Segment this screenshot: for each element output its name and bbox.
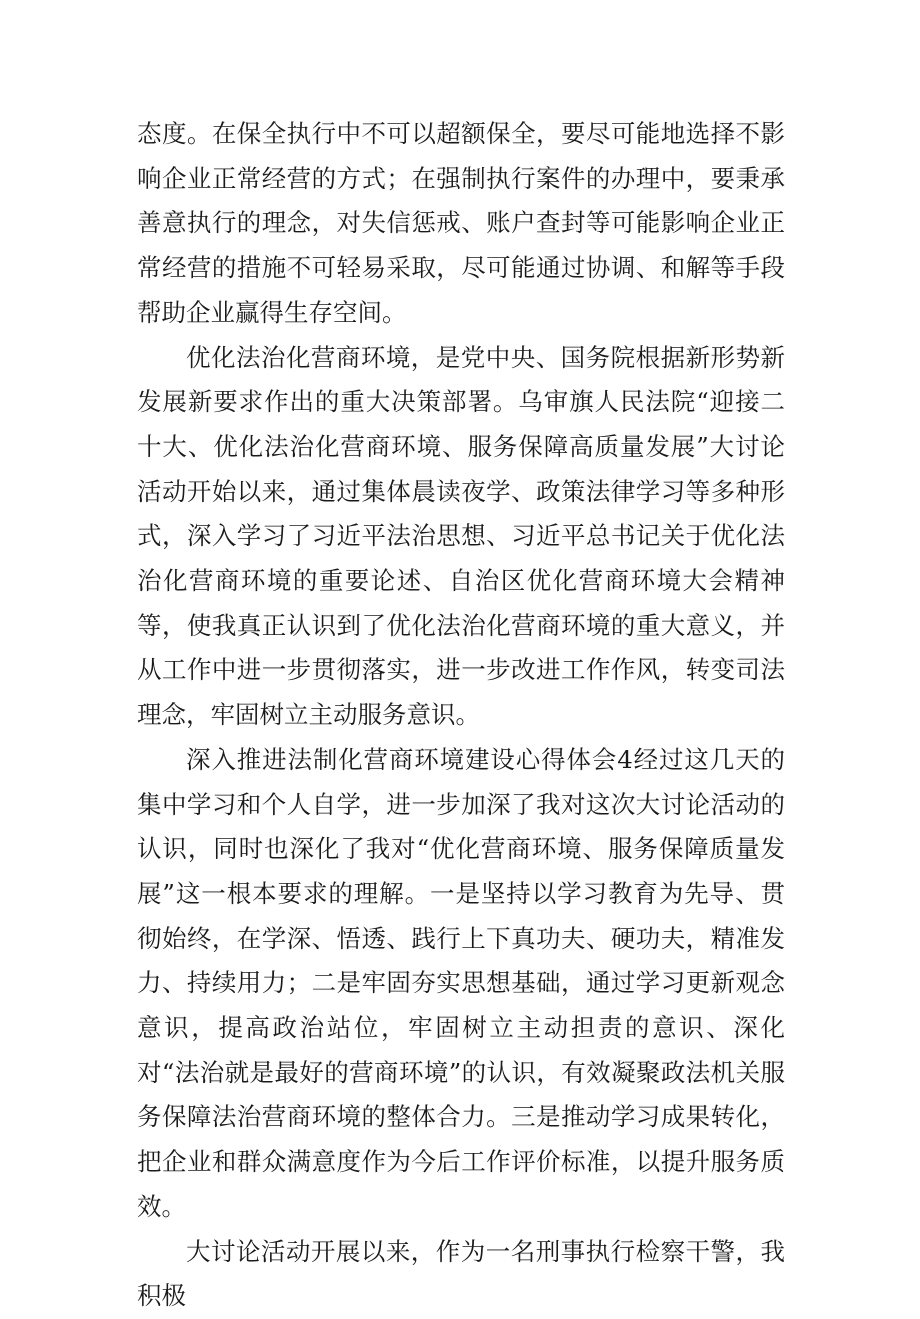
document-body <box>137 112 785 1319</box>
paragraph-2: 优化法治化营商环境，是党中央、国务院根据新形势新发展新要求作出的重大决策部署。乌审旗人民法院“迎接二十大、优化法治化营商环境、服务保障高质量发展”大讨论活动开始以来，通过集体晨读夜学、政策法律学习等多种形式，深入学习了习近平法治思想、习近平总书记关于优化法治化营商环境的重要论述、自治区优化营商环境大会精神等，使我真正认识到了优化法治化营商环境的重大意义，并从工作中进一步贯彻落实，进一步改进工作作风，转变司法理念，牢固树立主动服务意识。 <box>137 342 785 730</box>
paragraph-4: 大讨论活动开展以来，作为一名刑事执行检察干警，我积极 <box>137 1236 785 1311</box>
paragraph-1: 态度。在保全执行中不可以超额保全，要尽可能地选择不影响企业正常经营的方式；在强制执行案件的办理中，要秉承善意执行的理念，对失信惩戒、账户查封等可能影响企业正常经营的措施不可轻易采取，尽可能通过协调、和解等手段帮助企业赢得生存空间。 <box>137 119 785 327</box>
paragraph-3: 深入推进法制化营商环境建设心得体会4经过这几天的集中学习和个人自学，进一步加深了我对这次大讨论活动的认识，同时也深化了我对“优化营商环境、服务保障质量发展”这一根本要求的理解。一是坚持以学习教育为先导、贯彻始终，在学深、悟透、践行上下真功夫、硬功夫，精准发力、持续用力；二是牢固夯实思想基础，通过学习更新观念意识，提高政治站位，牢固树立主动担责的意识、深化对“法治就是最好的营商环境”的认识，有效凝聚政法机关服务保障法治营商环境的整体合力。三是推动学习成果转化，把企业和群众满意度作为今后工作评价标准，以提升服务质效。 <box>137 744 785 1221</box>
